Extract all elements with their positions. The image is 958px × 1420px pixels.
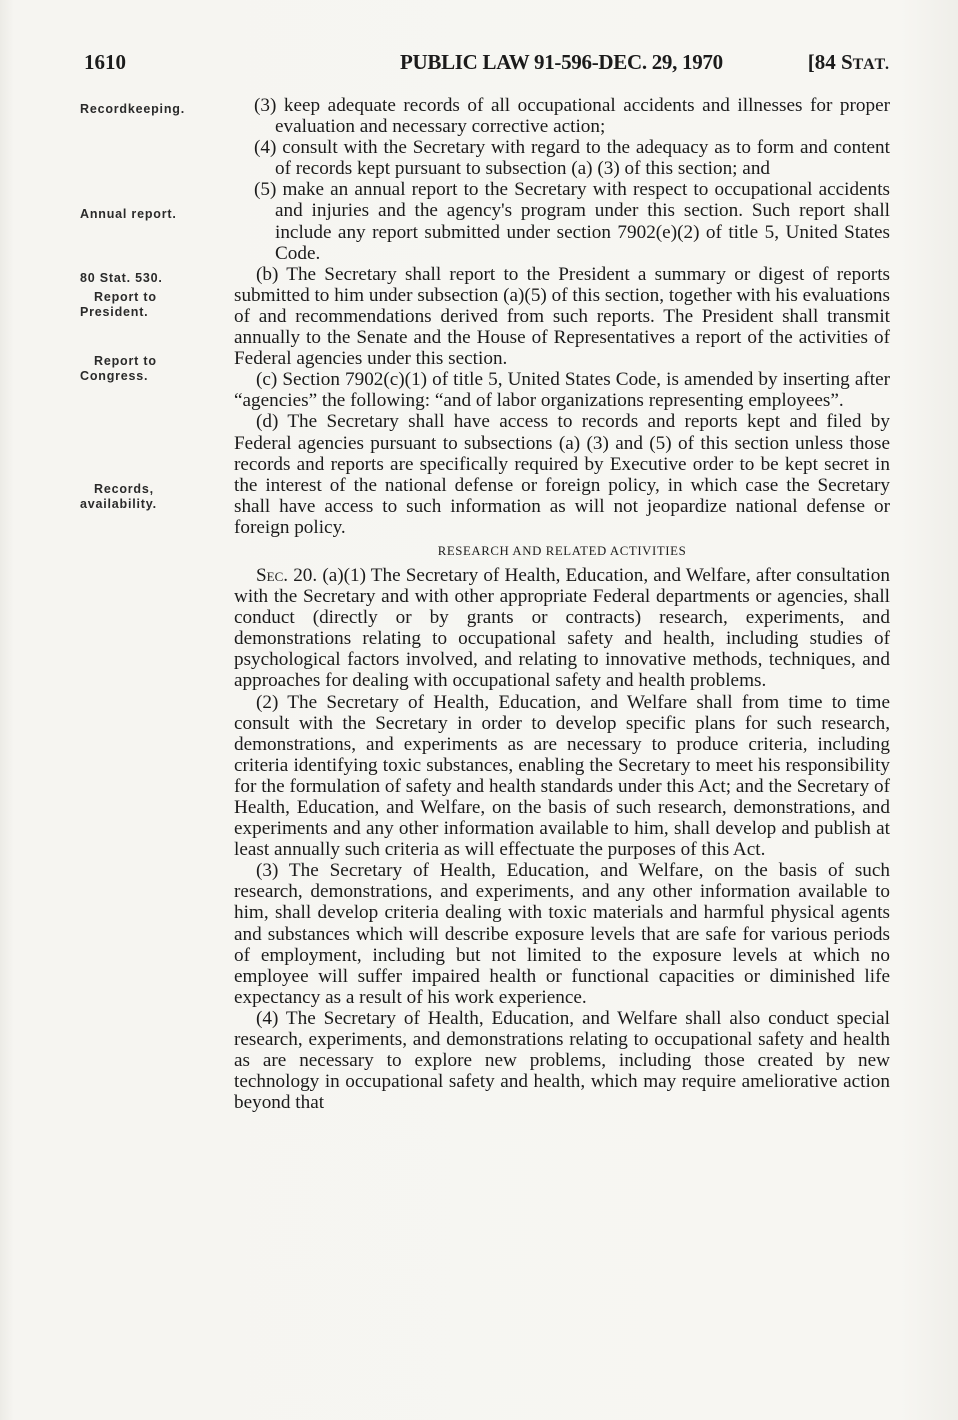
paragraph-a4: [234, 137, 890, 179]
paragraph-text: (3) keep adequate records of all occupational accidents and illnesses for proper evaluation and necessary corrective action;: [254, 95, 890, 138]
margin-note-recordkeeping: Recordkeeping.: [80, 102, 185, 116]
section-20-a3: (3) The Secretary of Health, Education, and Welfare, on the basis of such research, demonstrations, and experiments, and any other information available to him, shall develop criteria dealing with toxic materials and harmful physical agents and substances which will describe exposure levels that are safe for various periods of employment, including but not limited to the exposure levels at which no employee will suffer impaired health or functional capacities or diminished life expectancy as a result of his work experience.: [234, 860, 890, 1008]
stat-reference-open: [84 S: [807, 50, 853, 74]
section-heading: RESEARCH AND RELATED ACTIVITIES: [437, 543, 687, 558]
margin-note-line: Congress.: [80, 369, 149, 383]
paragraph-text: (5) make an annual report to the Secretary with respect to occupational accidents and injuries and the agency's program under this section. Such report shall include any report submitted under section 7902(e)(2) of title 5, United States Code.: [254, 179, 890, 264]
paragraph-text: (4) consult with the Secretary with regard to the adequacy as to form and content of records kept pursuant to subsection (a) (3) of this section; and: [254, 137, 890, 180]
section-label: Sec. 20.: [256, 564, 318, 586]
stat-reference-tail: TAT.: [852, 56, 890, 73]
section-20-a1: [234, 565, 890, 692]
section-20-a2: (2) The Secretary of Health, Education, and Welfare shall from time to time consult with the Secretary in order to develop specific plans for such research, demonstrations, and experiments as are necessary to produce criteria, including criteria identifying toxic substances, enabling the Secretary to meet his responsibility for the formulation of safety and health standards under this Act; and the Secretary of Health, Education, and Welfare, on the basis of such research, demonstrations, and experiments and any other information available to him, shall develop and publish at least annually such criteria as will effectuate the purposes of this Act.: [234, 691, 890, 861]
header-title: PUBLIC LAW 91-596-DEC. 29, 1970: [400, 50, 723, 74]
margin-note-records-availability: [80, 482, 216, 512]
margin-note-stat-citation: 80 Stat. 530.: [80, 271, 163, 285]
margin-note-report-to-president: [80, 290, 216, 320]
margin-note-annual-report: Annual report.: [80, 207, 177, 221]
margin-note-line: President.: [80, 305, 149, 319]
paragraph-d: (d) The Secretary shall have access to records and reports kept and filed by Federal agencies pursuant to subsections (a) (3) and (5) of this section unless those records and reports are specifically required by Executive order to be kept secret in the interest of the national defense or foreign policy, in which case the Secretary shall have access to such information as will not jeopardize national defense or foreign policy.: [234, 411, 890, 538]
paragraph-text: (a)(1) The Secretary of Health, Education, and Welfare, after consultation with the Secretary and with other appropriate Federal departments or agencies, shall conduct (directly or by grants or contracts) research, experiments, and demonstrations relating to occupational safety and health, including studies of psychological factors involved, and relating to innovative methods, techniques, and approaches for dealing with occupational safety and health problems.: [234, 564, 890, 692]
running-header: [84, 48, 890, 78]
paragraph-b: (b) The Secretary shall report to the President a summary or digest of reports submitted to him under subsection (a)(5) of this section, together with his evaluations of and recommendations derived from such reports. The President shall transmit annually to the Senate and the House of Representatives a report of the activities of Federal agencies under this section.: [234, 263, 890, 370]
margin-note-line: Report to: [94, 354, 157, 368]
margin-note-line: Report to: [94, 290, 157, 304]
section-20-a4: (4) The Secretary of Health, Education, and Welfare shall also conduct special research, experiments, and demonstrations relating to occupational safety and health as are necessary to explore new problems, including those created by new technology in occupational safety and health, which may require ameliorative action beyond that: [234, 1007, 890, 1114]
paragraph-a3: [234, 95, 890, 137]
page-number: 1610: [84, 50, 126, 74]
margin-note-line: Records,: [94, 482, 154, 496]
paragraph-a5: [234, 179, 890, 263]
stat-reference: [808, 50, 890, 75]
margin-note-report-to-congress: [80, 354, 216, 384]
paragraph-c: (c) Section 7902(c)(1) of title 5, United States Code, is amended by inserting after “agencies” the following: “and of labor organizations representing employees”.: [234, 369, 890, 412]
statute-body: [234, 95, 890, 1113]
margin-note-line: availability.: [80, 497, 157, 511]
